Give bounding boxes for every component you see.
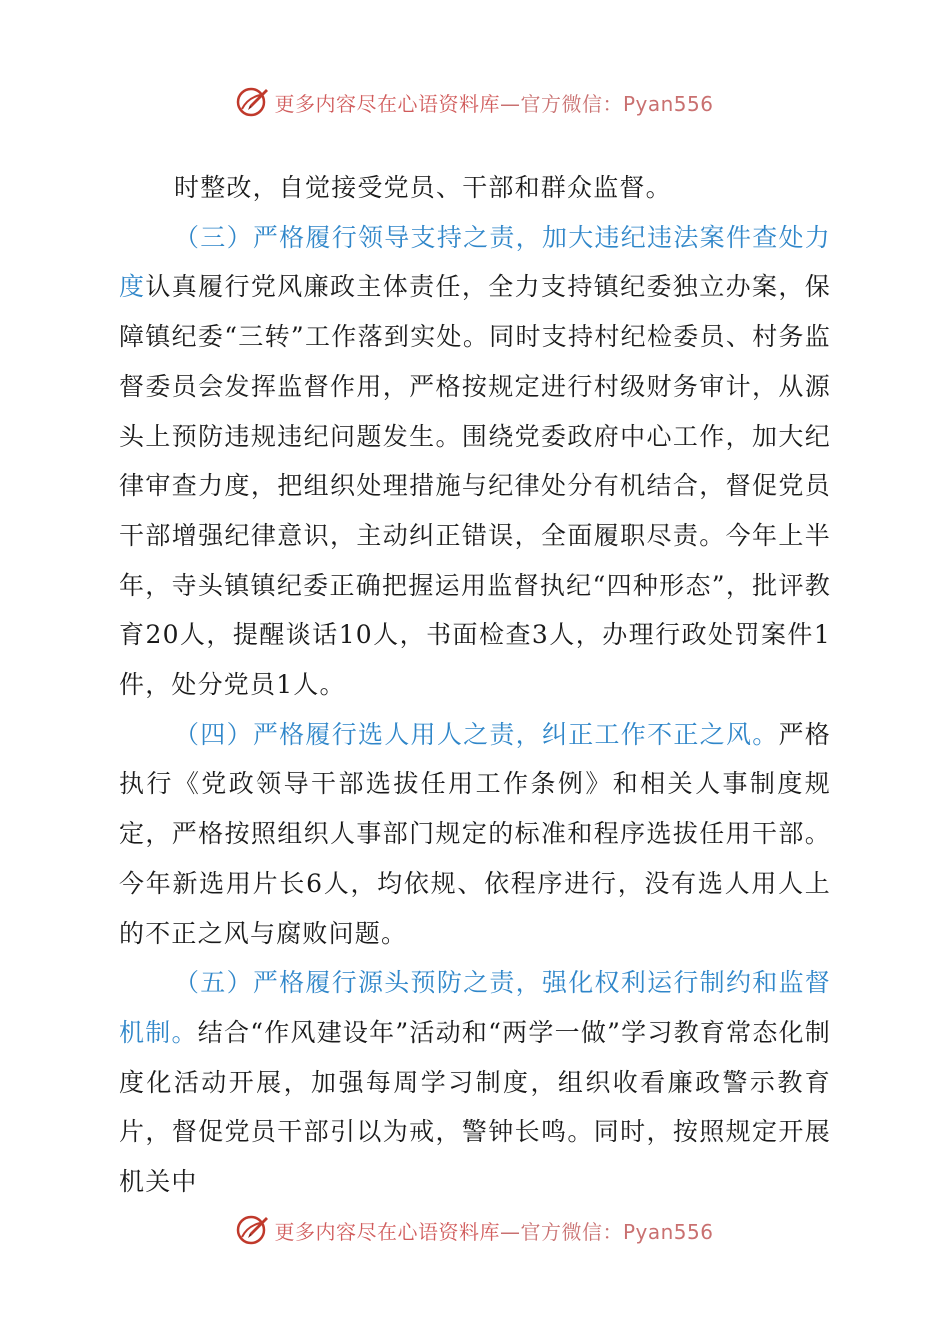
section-3-heading: （三）严格履行领导支持之责，加大违纪违法案件查处力度	[119, 222, 831, 302]
footer-text: 更多内容尽在心语资料库—官方微信：Pyan556	[274, 1219, 714, 1244]
section-4	[119, 710, 831, 959]
section-5	[119, 958, 831, 1207]
section-4-body: 严格执行《党政领导干部选拔任用工作条例》和相关人事制度规定，严格按照组织人事部门规定的标准和程序选拔任用干部。今年新选用片长6人，均依规、依程序进行，没有选人用人上的不正之风与腐败问题。	[119, 719, 831, 948]
section-3	[119, 213, 831, 710]
header-banner	[0, 82, 950, 122]
paragraph-intro: 时整改，自觉接受党员、干部和群众监督。	[174, 173, 672, 202]
section-5-heading: （五）严格履行源头预防之责，强化权利运行制约和监督机制。	[119, 968, 831, 1047]
document-body	[119, 163, 831, 1207]
pen-logo-icon	[236, 85, 270, 119]
footer-banner	[0, 1210, 950, 1250]
section-4-heading: （四）严格履行选人用人之责，纠正工作不正之风。	[174, 719, 779, 749]
header-text: 更多内容尽在心语资料库—官方微信：Pyan556	[274, 91, 714, 116]
section-5-body: 结合“作风建设年”活动和“两学一做”学习教育常态化制度化活动开展，加强每周学习制度，组织收看廉政警示教育片，督促党员干部引以为戒，警钟长鸣。同时，按照规定开展机关中	[119, 1017, 831, 1197]
section-3-body: 认真履行党风廉政主体责任，全力支持镇纪委独立办案，保障镇纪委“三转”工作落到实处。同时支持村纪检委员、村务监督委员会发挥监督作用，严格按规定进行村级财务审计，从源头上预防违规违纪问题发生。围绕党委政府中心工作，加大纪律审查力度，把组织处理措施与纪律处分有机结合，督促党员干部增强纪律意识，主动纠正错误，全面履职尽责。今年上半年，寺头镇镇纪委正确把握运用监督执纪“四种形态”，批评教育20人，提醒谈话10人，书面检查3人，办理行政处罚案件1件，处分党员1人。	[119, 272, 832, 700]
pen-logo-icon	[236, 1213, 270, 1247]
